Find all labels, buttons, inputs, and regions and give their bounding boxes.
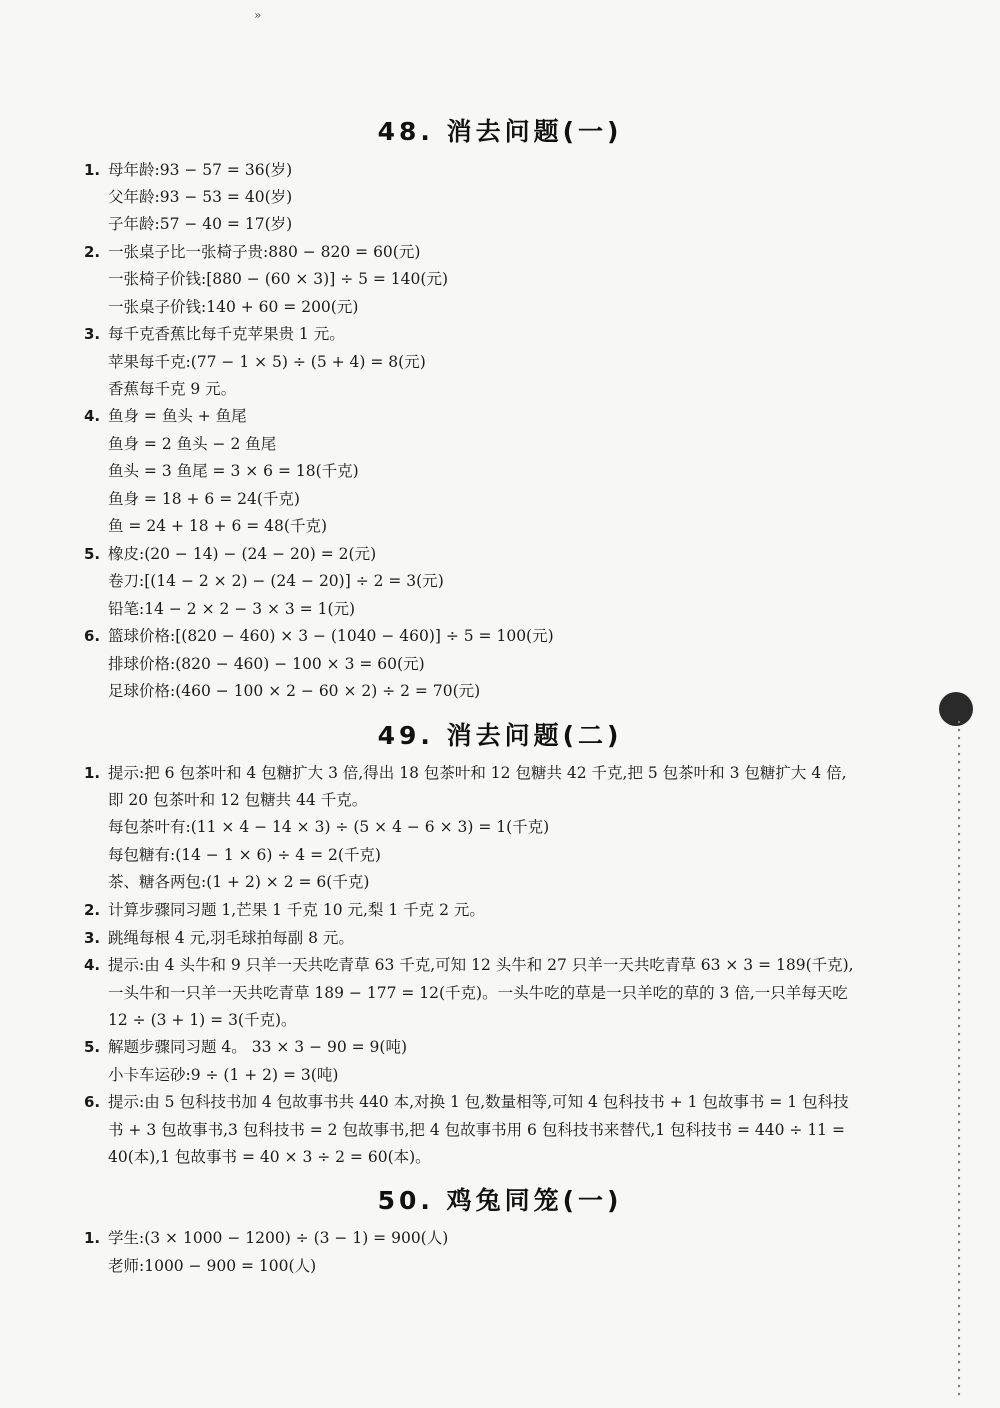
answer-page: » 48. 消去问题(一) 1. 母年龄:93 − 57 = 36(岁) 父年龄:93 − 53 = 40(岁) 子年龄:57 − 40 = 17(岁) 2. 一张桌子比一张椅子贵:880 − 820 = 60(元) 一张椅子价钱:[880 − (60 × 3)] ÷ 5 = 140(元) 一张桌子价钱:140 + 60 = 200(元) 3. 每千克香蕉比每千克苹果贵 1 元。 苹果每千克:(77 − 1 × 5) ÷ (5 + 4) = 8(元) 香蕉每千克 9 元。 4. 鱼身 = 鱼头 + 鱼尾 鱼身 = 2 鱼头 − 2 鱼尾 鱼头 = 3 鱼尾 = 3 × 6 = 18(千克) 鱼身 = 18 + 6 = 24(千克) 鱼 = 24 + 18 + 6 = 48(千克) 5. 橡皮:(20 − 14) − (24 − 20) = 2(元) 卷刀:[(14 − 2 × 2) − (24 − 20)] ÷ 2 = 3(元) 铅笔:14 − 2 × 2 − 3 × 3 = 1(元) 6. 篮球价格:[(820 − 460) × 3 − (1040 − 460)] ÷ 5 = 100(元) 排球价格:(820 − 460) − 100 × 3 = 60(元) 足球价格:(460 − 100 × 2 − 60 × 2) ÷ 2 = 70(元) 49. 消去问题(二) 1. 提示:把 6 包茶叶和 4 包糖扩大 3 倍,得出 18 包茶叶和 12 包糖共 42 千克,把 5 包茶叶和 3 包糖扩大 4 倍, 即 20 包茶叶和 12 包糖共 44 千克。 每包茶叶有:(11 × 4 − 14 × 3) ÷ (5 × 4 − 6 × 3) = 1(千克) 每包糖有:(14 − 1 × 6) ÷ 4 = 2(千克) 茶、糖各两包:(1 + 2) × 2 = 6(千克) 2. 计算步骤同习题 1,芒果 1 千克 10 元,梨 1 千克 2 元。 3. 跳绳每根 4 元,羽毛球拍每副 8 元。 4. 提示:由 4 头牛和 9 只羊一天共吃青草 63 千克,可知 12 头牛和 27 只羊一天共吃青草 63 × 3 = 189(千克), 一头牛和一只羊一天共吃青草 189 − 177 = 12(千克)。一头牛吃的草是一只羊吃的草的 3 倍,一只羊每天吃 12 ÷ (3 + 1) = 3(千克)。 5. 解题步骤同习题 4。 33 × 3 − 90 = 9(吨) 小卡车运砂:9 ÷ (1 + 2) = 3(吨) 6. 提示:由 5 包科技书加 4 包故事书共 440 本,对换 1 包,数量相等,可知 4 包科技书 + 1 包故事书 = 1 包科技 书 + 3 包故事书,3 包科技书 = 2 包故事书,把 4 包故事书用 6 包科技书来替代,1 包科技书 = 440 ÷ 11 = 40(本),1 包故事书 = 40 × 3 ÷ 2 = 60(本)。 50. 鸡兔同笼(一) 1. 学生:(3 × 1000 − 1200) ÷ (3 − 1) = 900(人) 老师:1000 − 900 = 100(人): [0, 0, 1000, 1408]
section-title-49: 49. 消去问题(二): [377, 721, 623, 750]
section-title-50: 50. 鸡兔同笼(一): [377, 1186, 623, 1215]
top-mark: »: [254, 8, 262, 22]
perforation-dots: [956, 718, 962, 1398]
section-title-48: 48. 消去问题(一): [377, 117, 623, 146]
